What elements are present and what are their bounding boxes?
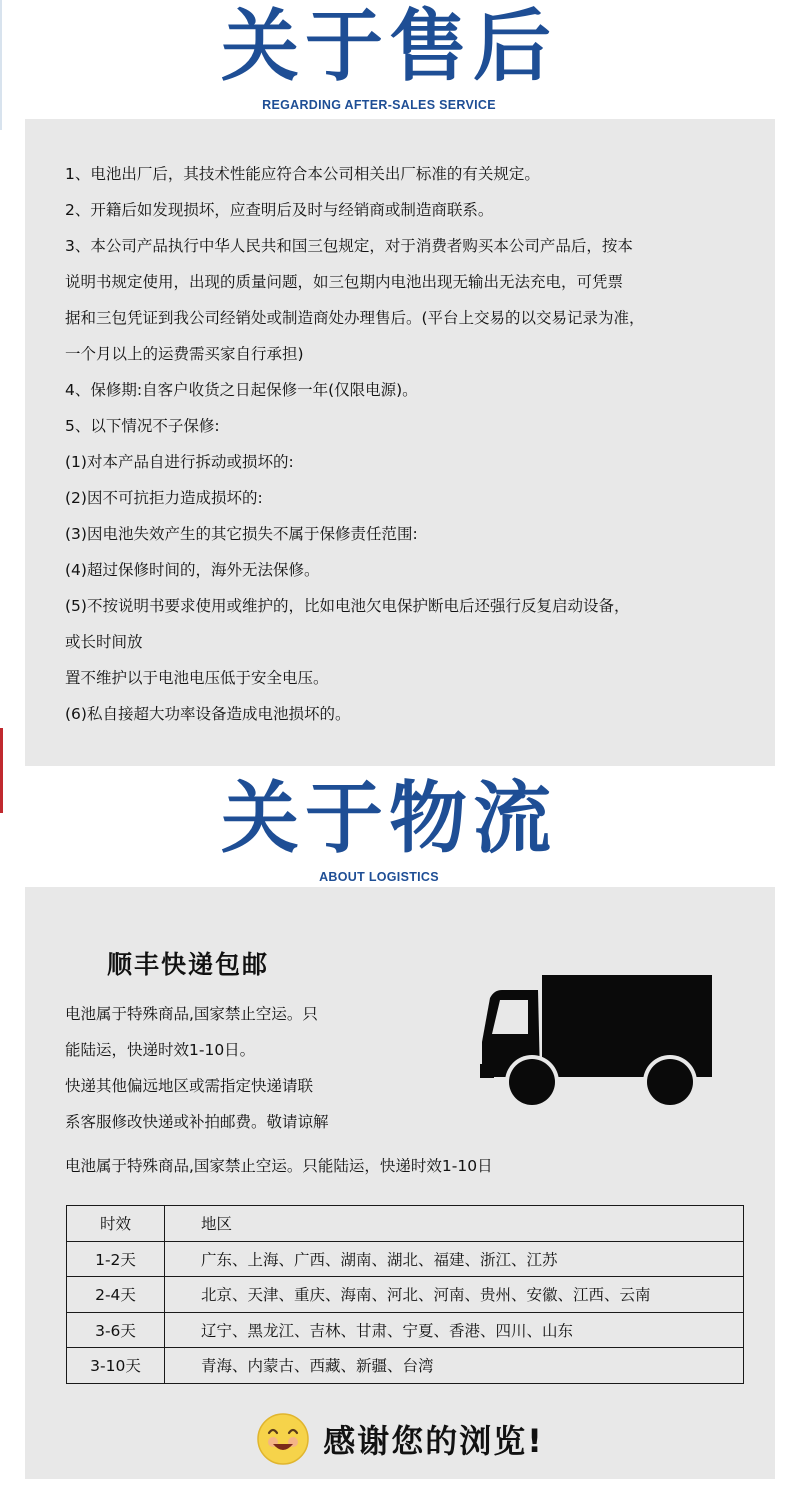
terms-line: 4、保修期:自客户收货之日起保修一年(仅限电源)。: [65, 381, 418, 399]
terms-line: (3)因电池失效产生的其它损失不属于保修责任范围:: [65, 525, 418, 543]
terms-line: (4)超过保修时间的，海外无法保修。: [65, 561, 320, 579]
time-cell: 2-4天: [67, 1277, 165, 1313]
region-cell: 辽宁、黑龙江、吉林、甘肃、宁夏、香港、四川、山东: [165, 1312, 744, 1348]
time-cell: 1-2天: [67, 1241, 165, 1277]
terms-line: (2)因不可抗拒力造成损坏的:: [65, 489, 263, 507]
table-header-row: [67, 1206, 744, 1242]
after-sales-panel: [25, 119, 775, 766]
terms-line: (1)对本产品自进行拆动或损坏的:: [65, 453, 294, 471]
express-line: 电池属于特殊商品,国家禁止空运。只: [65, 1005, 318, 1023]
logistics-panel: [25, 887, 775, 1479]
thanks-banner: [25, 1412, 775, 1466]
truck-icon: [480, 972, 715, 1112]
table-row: [67, 1348, 744, 1384]
express-description: [65, 996, 405, 1140]
logistics-heading: [0, 774, 790, 884]
express-line: 能陆运，快递时效1-10日。: [65, 1041, 256, 1059]
logistics-subtitle: ABOUT LOGISTICS: [319, 870, 439, 884]
express-line: 快递其他偏远地区或需指定快递请联: [65, 1077, 314, 1095]
terms-line: (6)私自接超大功率设备造成电池损坏的。: [65, 705, 351, 723]
after-sales-subtitle: REGARDING AFTER-SALES SERVICE: [262, 98, 496, 112]
shipping-summary: 电池属于特殊商品,国家禁止空运。只能陆运，快递时效1-10日: [65, 1157, 493, 1175]
thanks-text: 感谢您的浏览!: [323, 1422, 544, 1460]
after-sales-title: 关于售后: [220, 2, 557, 92]
terms-line: 2、开籍后如发现损坏，应查明后及时与经销商或制造商联系。: [65, 201, 494, 219]
column-header: 时效: [67, 1206, 165, 1242]
after-sales-terms: [65, 156, 745, 732]
time-cell: 3-10天: [67, 1348, 165, 1384]
express-title: 顺丰快递包邮: [107, 950, 270, 979]
express-line: 系客服修改快递或补拍邮费。敬请谅解: [65, 1113, 329, 1131]
terms-line: 1、电池出厂后，其技术性能应符合本公司相关出厂标准的有关规定。: [65, 165, 540, 183]
terms-line: 据和三包凭证到我公司经销处或制造商处办理售后。(平台上交易的以交易记录为准，: [65, 309, 645, 327]
terms-line: 说明书规定使用，出现的质量问题，如三包期内电池出现无输出无法充电，可凭票: [65, 273, 624, 291]
column-header: 地区: [165, 1206, 744, 1242]
region-cell: 广东、上海、广西、湖南、湖北、福建、浙江、江苏: [165, 1241, 744, 1277]
terms-line: 或长时间放: [65, 633, 143, 651]
smiley-face-icon: [256, 1412, 310, 1466]
delivery-time-table: [66, 1205, 744, 1384]
logistics-title: 关于物流: [220, 774, 557, 864]
terms-line: 3、本公司产品执行中华人民共和国三包规定，对于消费者购买本公司产品后，按本: [65, 237, 633, 255]
table-row: [67, 1312, 744, 1348]
terms-line: 置不维护以于电池电压低于安全电压。: [65, 669, 329, 687]
region-cell: 北京、天津、重庆、海南、河北、河南、贵州、安徽、江西、云南: [165, 1277, 744, 1313]
terms-line: (5)不按说明书要求使用或维护的，比如电池欠电保护断电后还强行反复启动设备，: [65, 597, 630, 615]
table-row: [67, 1241, 744, 1277]
after-sales-heading: [0, 2, 790, 112]
region-cell: 青海、内蒙古、西藏、新疆、台湾: [165, 1348, 744, 1384]
terms-line: 一个月以上的运费需买家自行承担): [65, 345, 304, 363]
table-row: [67, 1277, 744, 1313]
terms-line: 5、以下情况不子保修:: [65, 417, 220, 435]
time-cell: 3-6天: [67, 1312, 165, 1348]
